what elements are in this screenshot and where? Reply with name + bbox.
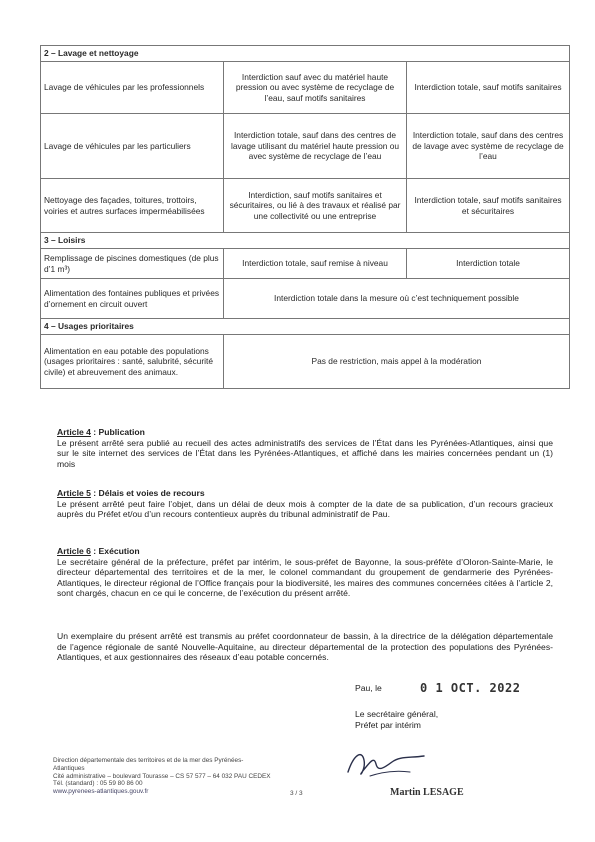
article-heading: : Délais et voies de recours: [90, 488, 205, 498]
restriction-cell: Interdiction sauf avec du matériel haute pression ou avec système de recyclage de l’eau, sauf motifs sanitaires: [224, 62, 407, 114]
section-header-row: [41, 233, 570, 249]
article-4: [57, 427, 553, 469]
activity-cell: Remplissage de piscines domestiques (de plus d’1 m³): [41, 249, 224, 279]
signature-place: Pau, le: [355, 683, 382, 693]
restriction-cell: Interdiction totale, sauf motifs sanitaires et sécuritaires: [407, 179, 570, 233]
restriction-cell: Interdiction totale, sauf motifs sanitaires: [407, 62, 570, 114]
article-body: Le présent arrêté sera publié au recueil des actes administratifs des services de l’État dans les Pyrénées-Atlantiques, ainsi que sur le site internet des services de l’État dans les Pyrénées-Atlantiques, et affiché dans les mairies concernées pendant un (1) mois: [57, 437, 553, 469]
activity-cell: Alimentation en eau potable des populations (usages prioritaires : santé, salubrité, sécurité civile) et abreuvement des animaux.: [41, 335, 224, 389]
section-title: 4 – Usages prioritaires: [41, 319, 570, 335]
restriction-cell: Interdiction, sauf motifs sanitaires et sécuritaires, ou lié à des travaux et réalisé par une collectivité ou une entreprise: [224, 179, 407, 233]
restrictions-table: [40, 45, 570, 389]
footer: [53, 757, 273, 796]
table-row: [41, 179, 570, 233]
page-number: 3 / 3: [290, 790, 303, 797]
article-5: [57, 488, 553, 520]
date-stamp: 0 1 OCT. 2022: [420, 681, 521, 695]
restriction-cell-merged: Pas de restriction, mais appel à la modération: [224, 335, 570, 389]
table-row: [41, 335, 570, 389]
article-label: Article 4: [57, 427, 91, 437]
footer-line: Direction départementale des territoires et de la mer des Pyrénées-Atlantiques: [53, 757, 244, 772]
footer-line: Tél. (standard) : 05 59 80 86 00: [53, 780, 143, 788]
activity-cell: Nettoyage des façades, toitures, trottoirs, voiries et autres surfaces imperméabilisées: [41, 179, 224, 233]
article-heading: : Exécution: [90, 546, 140, 556]
activity-cell: Alimentation des fontaines publiques et privées d’ornement en circuit ouvert: [41, 279, 224, 319]
signatory-role-line: Préfet par intérim: [355, 720, 421, 730]
section-header-row: [41, 319, 570, 335]
restriction-cell: Interdiction totale: [407, 249, 570, 279]
signer-name: Martin LESAGE: [390, 787, 464, 798]
restriction-cell: Interdiction totale, sauf remise à niveau: [224, 249, 407, 279]
activity-cell: Lavage de véhicules par les particuliers: [41, 114, 224, 179]
article-heading: : Publication: [90, 427, 145, 437]
activity-cell: Lavage de véhicules par les professionnels: [41, 62, 224, 114]
section-title: 2 – Lavage et nettoyage: [41, 46, 570, 62]
restriction-cell: Interdiction totale, sauf dans des centres de lavage avec système de recyclage de l’eau: [407, 114, 570, 179]
footer-url-link[interactable]: www.pyrenees-atlantiques.gouv.fr: [53, 788, 149, 796]
table-row: [41, 62, 570, 114]
article-6: [57, 546, 553, 599]
signatory-role-line: Le secrétaire général,: [355, 709, 439, 719]
table-row: [41, 279, 570, 319]
handwritten-signature: [340, 742, 430, 786]
table-row: [41, 249, 570, 279]
article-label: Article 5: [57, 488, 91, 498]
section-header-row: [41, 46, 570, 62]
footer-line: Cité administrative – boulevard Tourasse – CS 57 577 – 64 032 PAU CEDEX: [53, 772, 271, 780]
article-body: Le secrétaire général de la préfecture, préfet par intérim, le sous-préfet de Bayonne, la sous-préfète d’Oloron-Sainte-Marie, le directeur départemental des territoires et de la mer, le colonel commandant du groupement de gendarmerie des Pyrénées-Atlantiques, le directeur régional de l’Office français pour la biodiversité, les maires des communes concernées citées à l’article 2, sont chargés, chacun en ce qui le concerne, de l’exécution du présent arrêté.: [57, 556, 553, 599]
closing-paragraph: [57, 631, 553, 663]
signatory-role: [355, 709, 438, 731]
table-row: [41, 114, 570, 179]
article-body: Le présent arrêté peut faire l’objet, dans un délai de deux mois à compter de la date de sa publication, d’un recours gracieux auprès du Préfet et/ou d’un recours contentieux auprès du tribunal administratif de Pau.: [57, 498, 553, 520]
restriction-cell: Interdiction totale, sauf dans des centres de lavage utilisant du matériel haute pression ou avec système de recyclage de l’eau: [224, 114, 407, 179]
closing-text: Un exemplaire du présent arrêté est transmis au préfet coordonnateur de bassin, à la directrice de la délégation départementale de l’agence régionale de santé Nouvelle-Aquitaine, au directeur départemental de la protection des populations des Pyrénées-Atlantiques, et aux gestionnaires des réseaux d’eau potable concernés.: [57, 631, 553, 663]
article-label: Article 6: [57, 546, 91, 556]
restriction-cell-merged: Interdiction totale dans la mesure où c’est techniquement possible: [224, 279, 570, 319]
section-title: 3 – Loisirs: [41, 233, 570, 249]
